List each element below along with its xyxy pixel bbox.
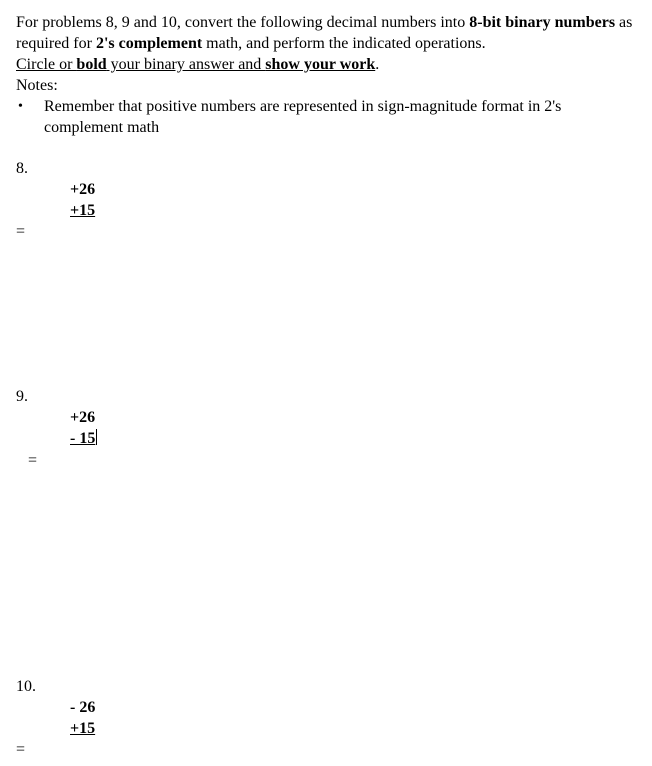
second-operand: - 15 <box>70 430 96 447</box>
instructions-text-2: as required for <box>16 14 633 52</box>
second-operand-wrapper[interactable] <box>70 428 97 449</box>
instructions-bold-8bit: 8-bit binary numbers <box>469 14 616 31</box>
equals-sign: = <box>16 223 26 240</box>
instructions-paragraph <box>16 12 636 75</box>
equals-sign: = <box>16 741 26 758</box>
instructions-underlined-1: Circle or <box>16 56 77 73</box>
notes-bullet-text: Remember that positive numbers are represented in sign-magnitude format in 2's complement math <box>44 98 562 136</box>
first-operand: +26 <box>70 409 96 426</box>
second-operand: +15 <box>70 202 96 219</box>
notes-label: Notes: <box>16 77 58 94</box>
notes-bullet-item <box>16 96 636 138</box>
first-operand: +26 <box>70 181 96 198</box>
equals-sign: = <box>28 452 38 469</box>
instructions-text-3: math, and perform the indicated operations. <box>202 35 486 52</box>
text-cursor <box>96 429 97 445</box>
bullet-icon: • <box>18 99 23 114</box>
instructions-period: . <box>375 56 380 73</box>
instructions-text-1: For problems 8, 9 and 10, convert the following decimal numbers into <box>16 14 470 31</box>
first-operand: - 26 <box>70 699 96 716</box>
instructions-bold-show-work: show your work <box>265 56 376 73</box>
instructions-bold-bold: bold <box>76 56 107 73</box>
worksheet-page <box>16 12 636 758</box>
instructions-bold-2s-complement: 2's complement <box>95 35 203 52</box>
problem-number: 8. <box>16 160 28 177</box>
instructions-underlined-2: your binary answer and <box>106 56 266 73</box>
second-operand: +15 <box>70 720 96 737</box>
problem-number: 10. <box>16 678 36 695</box>
problem-number: 9. <box>16 388 28 405</box>
instructions <box>16 12 636 138</box>
